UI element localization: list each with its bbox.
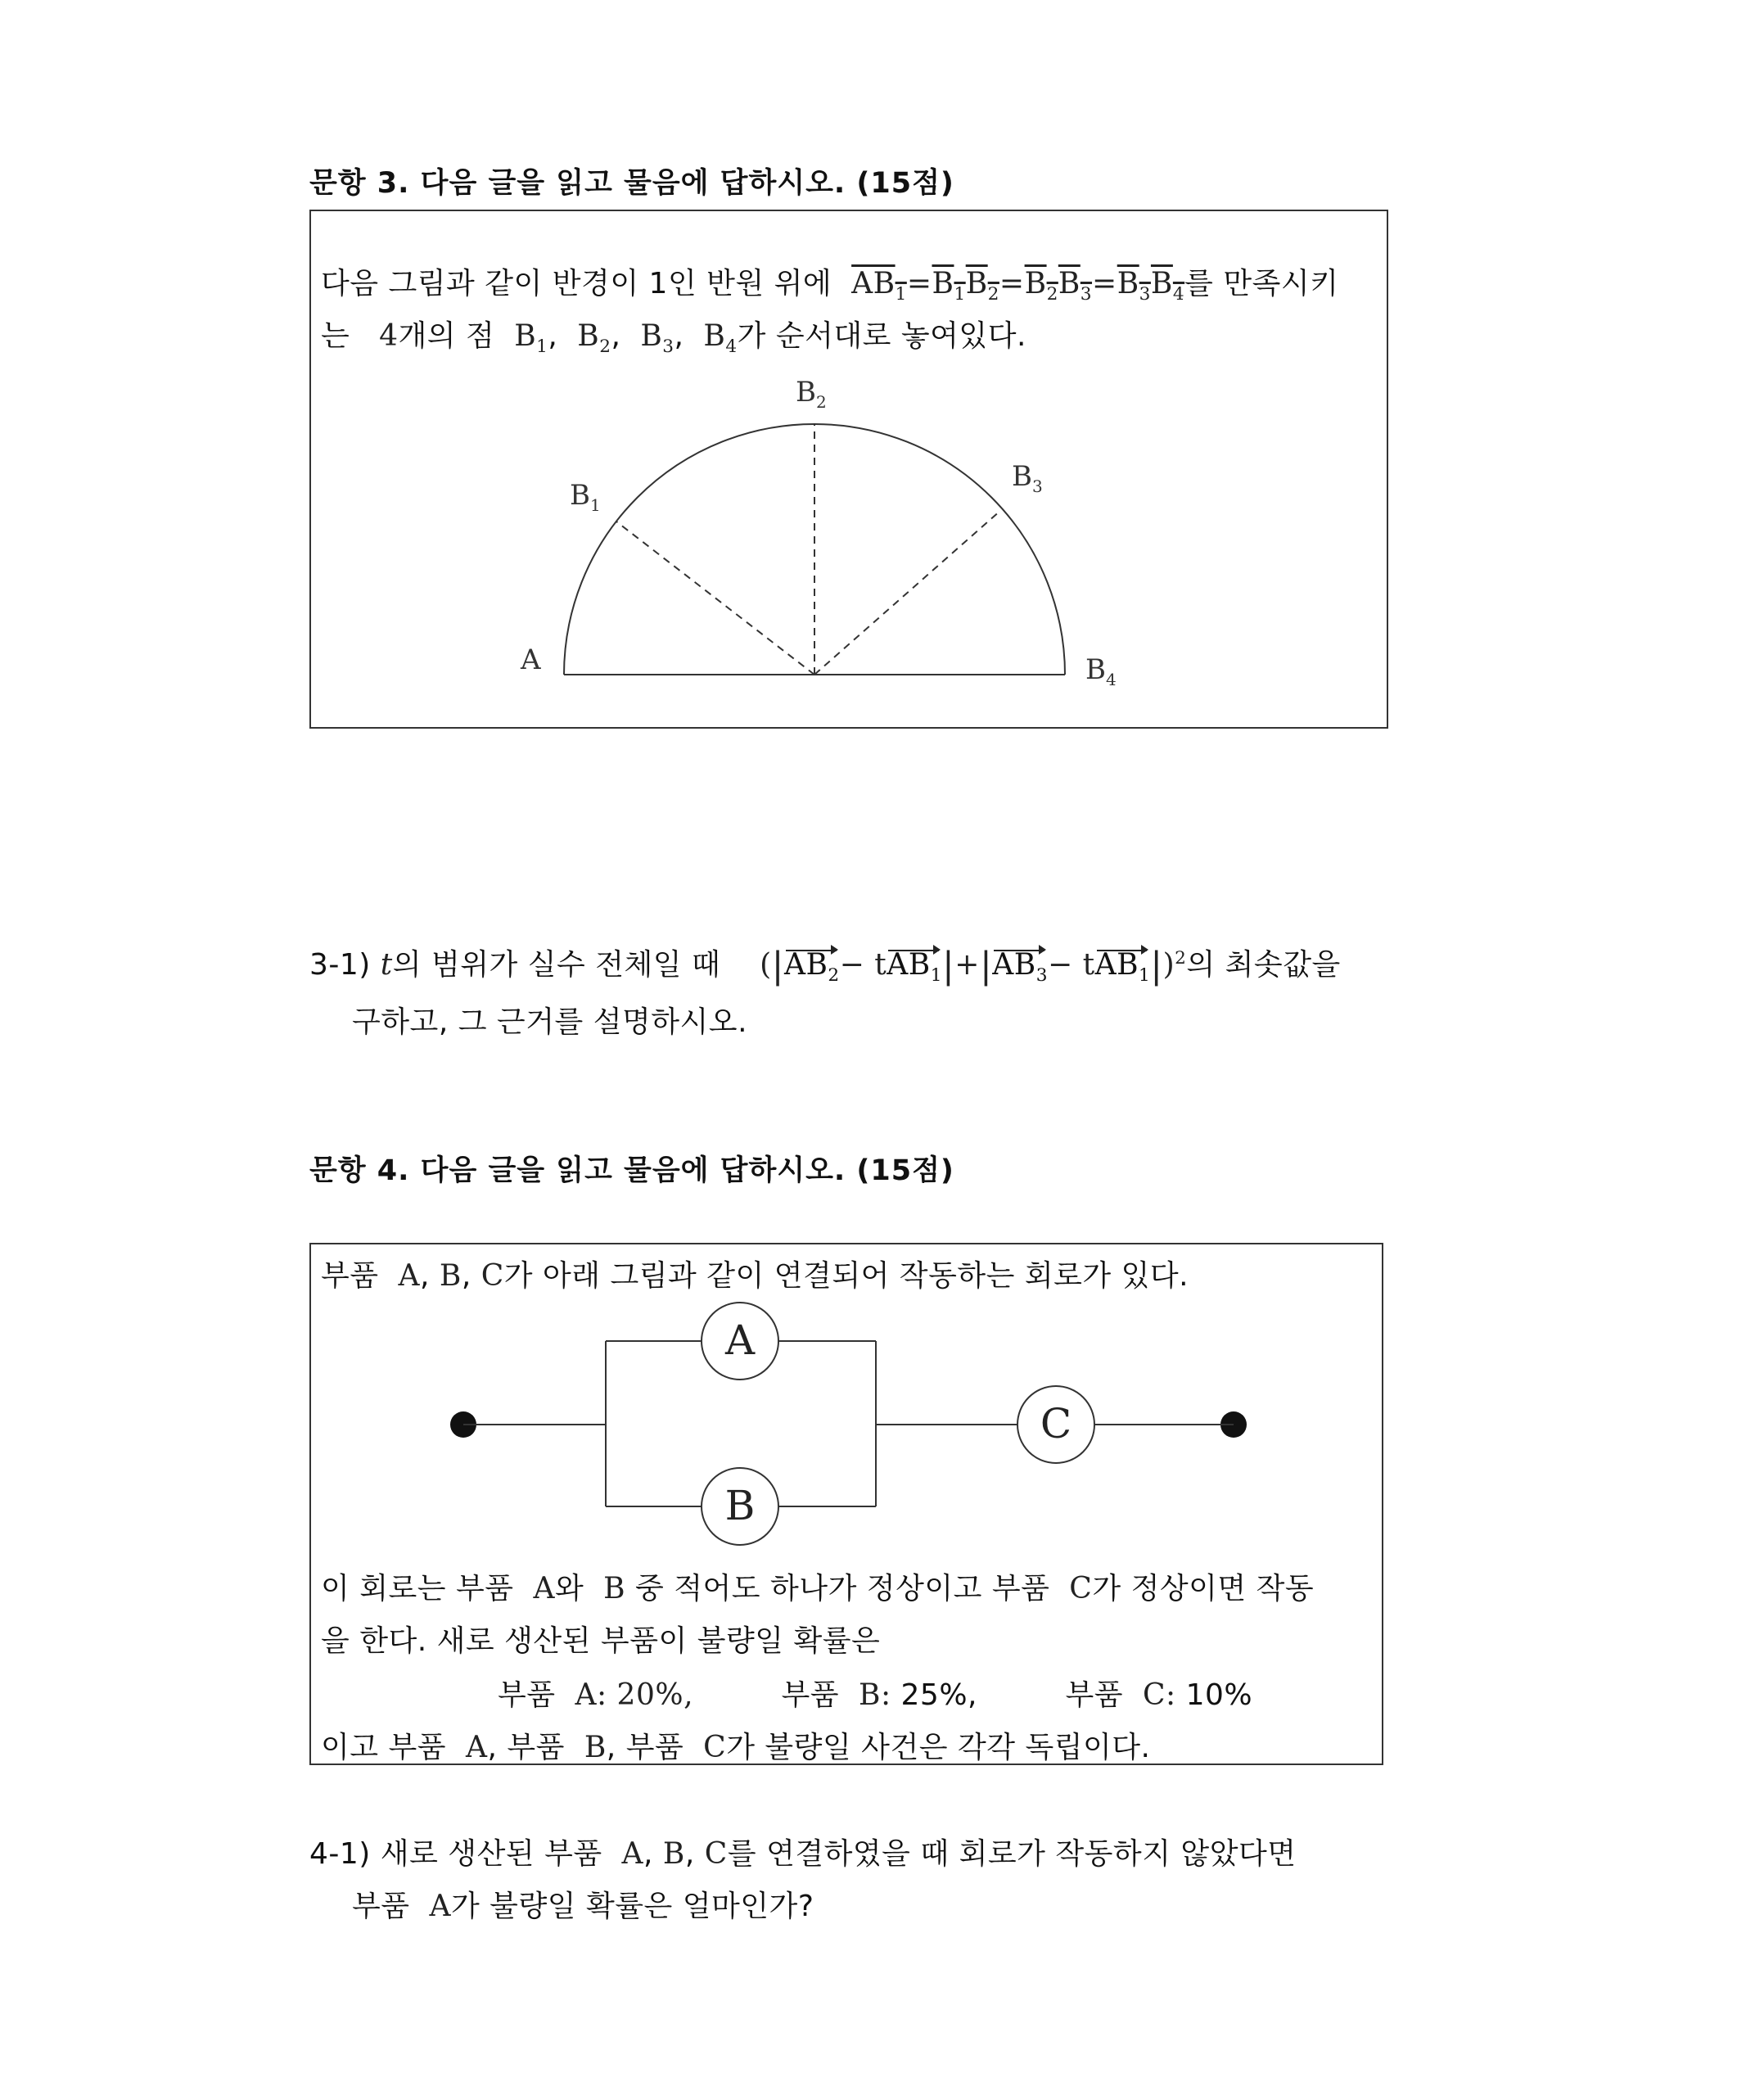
q3-text-line1: 다음 그림과 같이 반경이 1인 반원 위에 $AB_1=B_1B_2=B_2B_3=B_3B_4$를 만족시키 — [321, 267, 1339, 305]
q4-1-line2: 부품 A가 불량일 확률은 얼마인가? — [352, 1890, 814, 1923]
q4-independence: 이고 부품 A, 부품 B, 부품 C가 불량일 사건은 각각 독립이다. — [321, 1731, 1151, 1764]
vector-ab3: $AB_3$ — [992, 948, 1048, 987]
q4-intro: 부품 A, B, C가 아래 그림과 같이 연결되어 작동하는 회로가 있다. — [321, 1259, 1189, 1293]
vector-ab1-second: $AB_1$ — [1094, 948, 1151, 987]
label-b1: $B_1$ — [570, 479, 601, 515]
component-a-label: A — [724, 1316, 756, 1364]
q4-heading: 문항 4. 다음 글을 읽고 물음에 답하시오. (15점) — [309, 1154, 954, 1187]
segment-b1b2: $B_1B_2$ — [932, 267, 999, 305]
q3-1-line2: 구하고, 그 근거를 설명하시오. — [352, 1005, 748, 1039]
label-b4: $B_4$ — [1085, 653, 1117, 689]
q3-1-line1: 3-1) t의 범위가 실수 전체일 때 $(|AB_2- tAB_1|+|AB_3- tAB_1|)^2$의 최솟값을 — [309, 945, 1341, 987]
component-b-label: B — [724, 1482, 756, 1529]
vector-ab2: $AB_2$ — [783, 948, 840, 987]
label-b2: $B_2$ — [796, 376, 827, 412]
q3-text-line2: 는 4개의 점 $B_1$, $B_2$, $B_3$, $B_4$가 순서대로 놓여있다. — [321, 319, 1026, 358]
q4-condition-line1: 이 회로는 부품 A와 B 중 적어도 하나가 정상이고 부품 C가 정상이면 작동 — [321, 1572, 1315, 1605]
q4-probabilities: 부품 A: 20%, 부품 B: 25%, 부품 C: 10% — [498, 1678, 1253, 1712]
label-a: A — [521, 644, 541, 676]
radius-b1 — [616, 522, 814, 675]
vector-ab1: $AB_1$ — [887, 948, 942, 987]
q4-condition-line2: 을 한다. 새로 생산된 부품이 불량일 확률은 — [321, 1624, 881, 1658]
semicircle-figure — [491, 360, 1117, 704]
radius-b3 — [814, 510, 1001, 675]
q3-heading: 문항 3. 다음 글을 읽고 물음에 답하시오. (15점) — [309, 167, 954, 200]
segment-ab1: $AB_1$ — [851, 267, 907, 305]
segment-b2b3: $B_2B_3$ — [1024, 267, 1093, 305]
circuit-diagram — [442, 1302, 1261, 1556]
label-b3: $B_3$ — [1012, 460, 1043, 496]
component-c-label: C — [1040, 1400, 1072, 1447]
q4-1-line1: 4-1) 새로 생산된 부품 A, B, C를 연결하였을 때 회로가 작동하지 않았다면 — [309, 1837, 1297, 1871]
segment-b3b4: $B_3B_4$ — [1117, 267, 1185, 305]
